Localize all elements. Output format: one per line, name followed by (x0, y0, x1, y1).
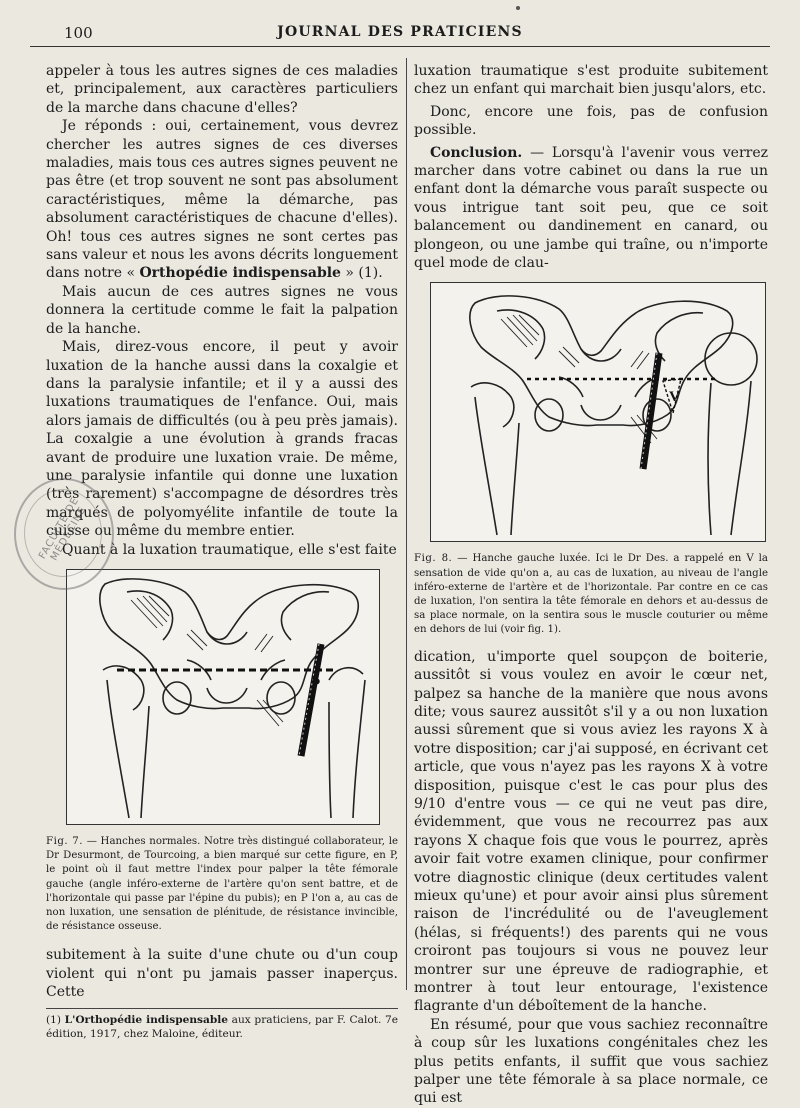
paragraph: Mais, direz-vous encore, il peut y avoir luxation de la hanche aussi dans la coxalgie et dans la paralysie infantile; et il y a aussi des luxations traumatiques de l'enfance. Oui, mais alors jamais de difficultés (ou à peu près jamais). La coxalgie a une évolution à grands fracas avant de produire une luxation vraie. De même, une paralysie infantile qui donne une luxation (très rarement) s'accompagne de désordres très marqués de polyomyélite infantile de toute la cuisse ou même du membre entier. (46, 339, 398, 540)
figure-8-illustration (430, 282, 766, 542)
footnote-divider (46, 1008, 398, 1009)
right-column (414, 62, 768, 1108)
page-number: 100 (64, 24, 93, 42)
pelvis-luxation-drawing (431, 283, 765, 541)
paragraph: dication, u'importe quel soupçon de boiterie, aussitôt si vous voulez en avoir le cœur net, palpez sa hanche de la manière que nous avons dite; vous saurez aussitôt s'il y a ou non luxation aussi sûrement que si vous aviez les rayons X à votre disposition; car j'ai supposé, en écrivant cet article, que vous n'ayez pas les rayons X à votre disposition, puisque c'est le cas pour plus des 9/10 d'entre vous — ce qui ne veut pas dire, évidemment, que vous ne recourrez pas aux rayons X chaque fois que vous le pourrez, après avoir fait votre examen clinique, pour confirmer votre diagnostic clinique (deux certitudes valent mieux qu'une) et pour avoir ainsi plus sûrement raison de l'incrédulité ou de l'aveuglement (hélas, si fréquents!) des parents qui ne vous croiront pas toujours si vous ne pouvez leur montrer sur une épreuve de radiographie, et montrer à tout leur entourage, l'existence flagrante d'un déboîtement de la hanche. (414, 648, 768, 1015)
paragraph: Je réponds : oui, certainement, vous devrez chercher les autres signes de ces diverses maladies, mais tous ces autres signes peuvent ne pas être (et trop souvent ne sont pas absolument caractéristiques, même la démarche, pas absolument caractéristiques de chacune d'elles). Oh! tous ces autres signes ne sont certes pas sans valeur et nous les avons décrits longuement dans notre « Orthopédie indispensable » (1). (46, 118, 398, 282)
figure-8-caption: Fig. 8. — Hanche gauche luxée. Ici le Dr Des. a rappelé en V la sensation de vide qu'on a, au cas de luxation, au niveau de l'angle inféro-externe de l'artère et de l'horizontale. Par contre en ce cas de luxation, l'on sentira la tête fémorale en dehors et au-dessus de sa place normale, on la sentira sous le muscle couturier ou même en dehors de lui (voir fig. 1). (414, 553, 768, 636)
artery-probe (299, 644, 321, 756)
paragraph: appeler à tous les autres signes de ces maladies et, principalement, aux caractères particuliers de la marche dans chacune d'elles? (46, 63, 398, 116)
section-heading: Conclusion. (430, 144, 523, 161)
column-divider (406, 58, 407, 990)
pelvis-drawing (67, 570, 379, 824)
figure-7-illustration (66, 569, 380, 825)
label-p: P (311, 675, 321, 692)
paragraph: Conclusion. — Lorsqu'à l'avenir vous verrez marcher dans votre cabinet ou dans la rue un enfant dont la démarche vous paraît suspecte ou vous intrigue tant soit peu, que ce soit balancement ou dandinement en canard, ou plongeon, ou une jambe qui traîne, ou n'importe quel mode de clau- (414, 144, 768, 272)
paragraph: Donc, encore une fois, pas de confusion possible. (414, 103, 768, 139)
paragraph: subitement à la suite d'une chute ou d'un coup violent qui n'ont pu jamais passer inaperçus. Cette (46, 947, 398, 1001)
page-header (30, 22, 770, 47)
stamp-text: FACULTÉ DE MÉDECINE (37, 495, 89, 563)
footnote: (1) L'Orthopédie indispensable aux praticiens, par F. Calot. 7e édition, 1917, chez Maloine, éditeur. (46, 1013, 398, 1040)
ink-dot (516, 6, 520, 10)
paragraph: En résumé, pour que vous sachiez reconnaître à coup sûr les luxations congénitales chez les plus petits enfants, il suffit que vous sachiez palper une tête fémorale à sa place normale, ce qui est (414, 1016, 768, 1107)
paragraph: Mais aucun de ces autres signes ne vous donnera la certitude comme le fait la palpation de la hanche. (46, 283, 398, 337)
library-stamp (14, 478, 114, 590)
journal-title: JOURNAL DES PRATICIENS (277, 24, 523, 40)
paragraph: Quant à la luxation traumatique, elle s'est faite (62, 541, 397, 558)
figure-7-caption: Fig. 7. — Hanches normales. Notre très distingué collaborateur, le Dr Desurmont, de Tourcoing, a bien marqué sur cette figure, en P, le point où il faut mettre l'index pour palper la tête fémorale gauche (angle inféro-externe de l'artère qu'on sent battre, et de l'horizontale qui passe par l'épine du pubis); en P l'on a, au cas de non luxation, une sensation de plénitude, de résistance invincible, de résistance osseuse. (46, 835, 399, 933)
paragraph: luxation traumatique s'est produite subitement chez un enfant qui marchait bien jusqu'alors, etc. (414, 63, 768, 98)
book-title: Orthopédie indispensable (139, 265, 341, 282)
label-v: V (669, 389, 680, 406)
